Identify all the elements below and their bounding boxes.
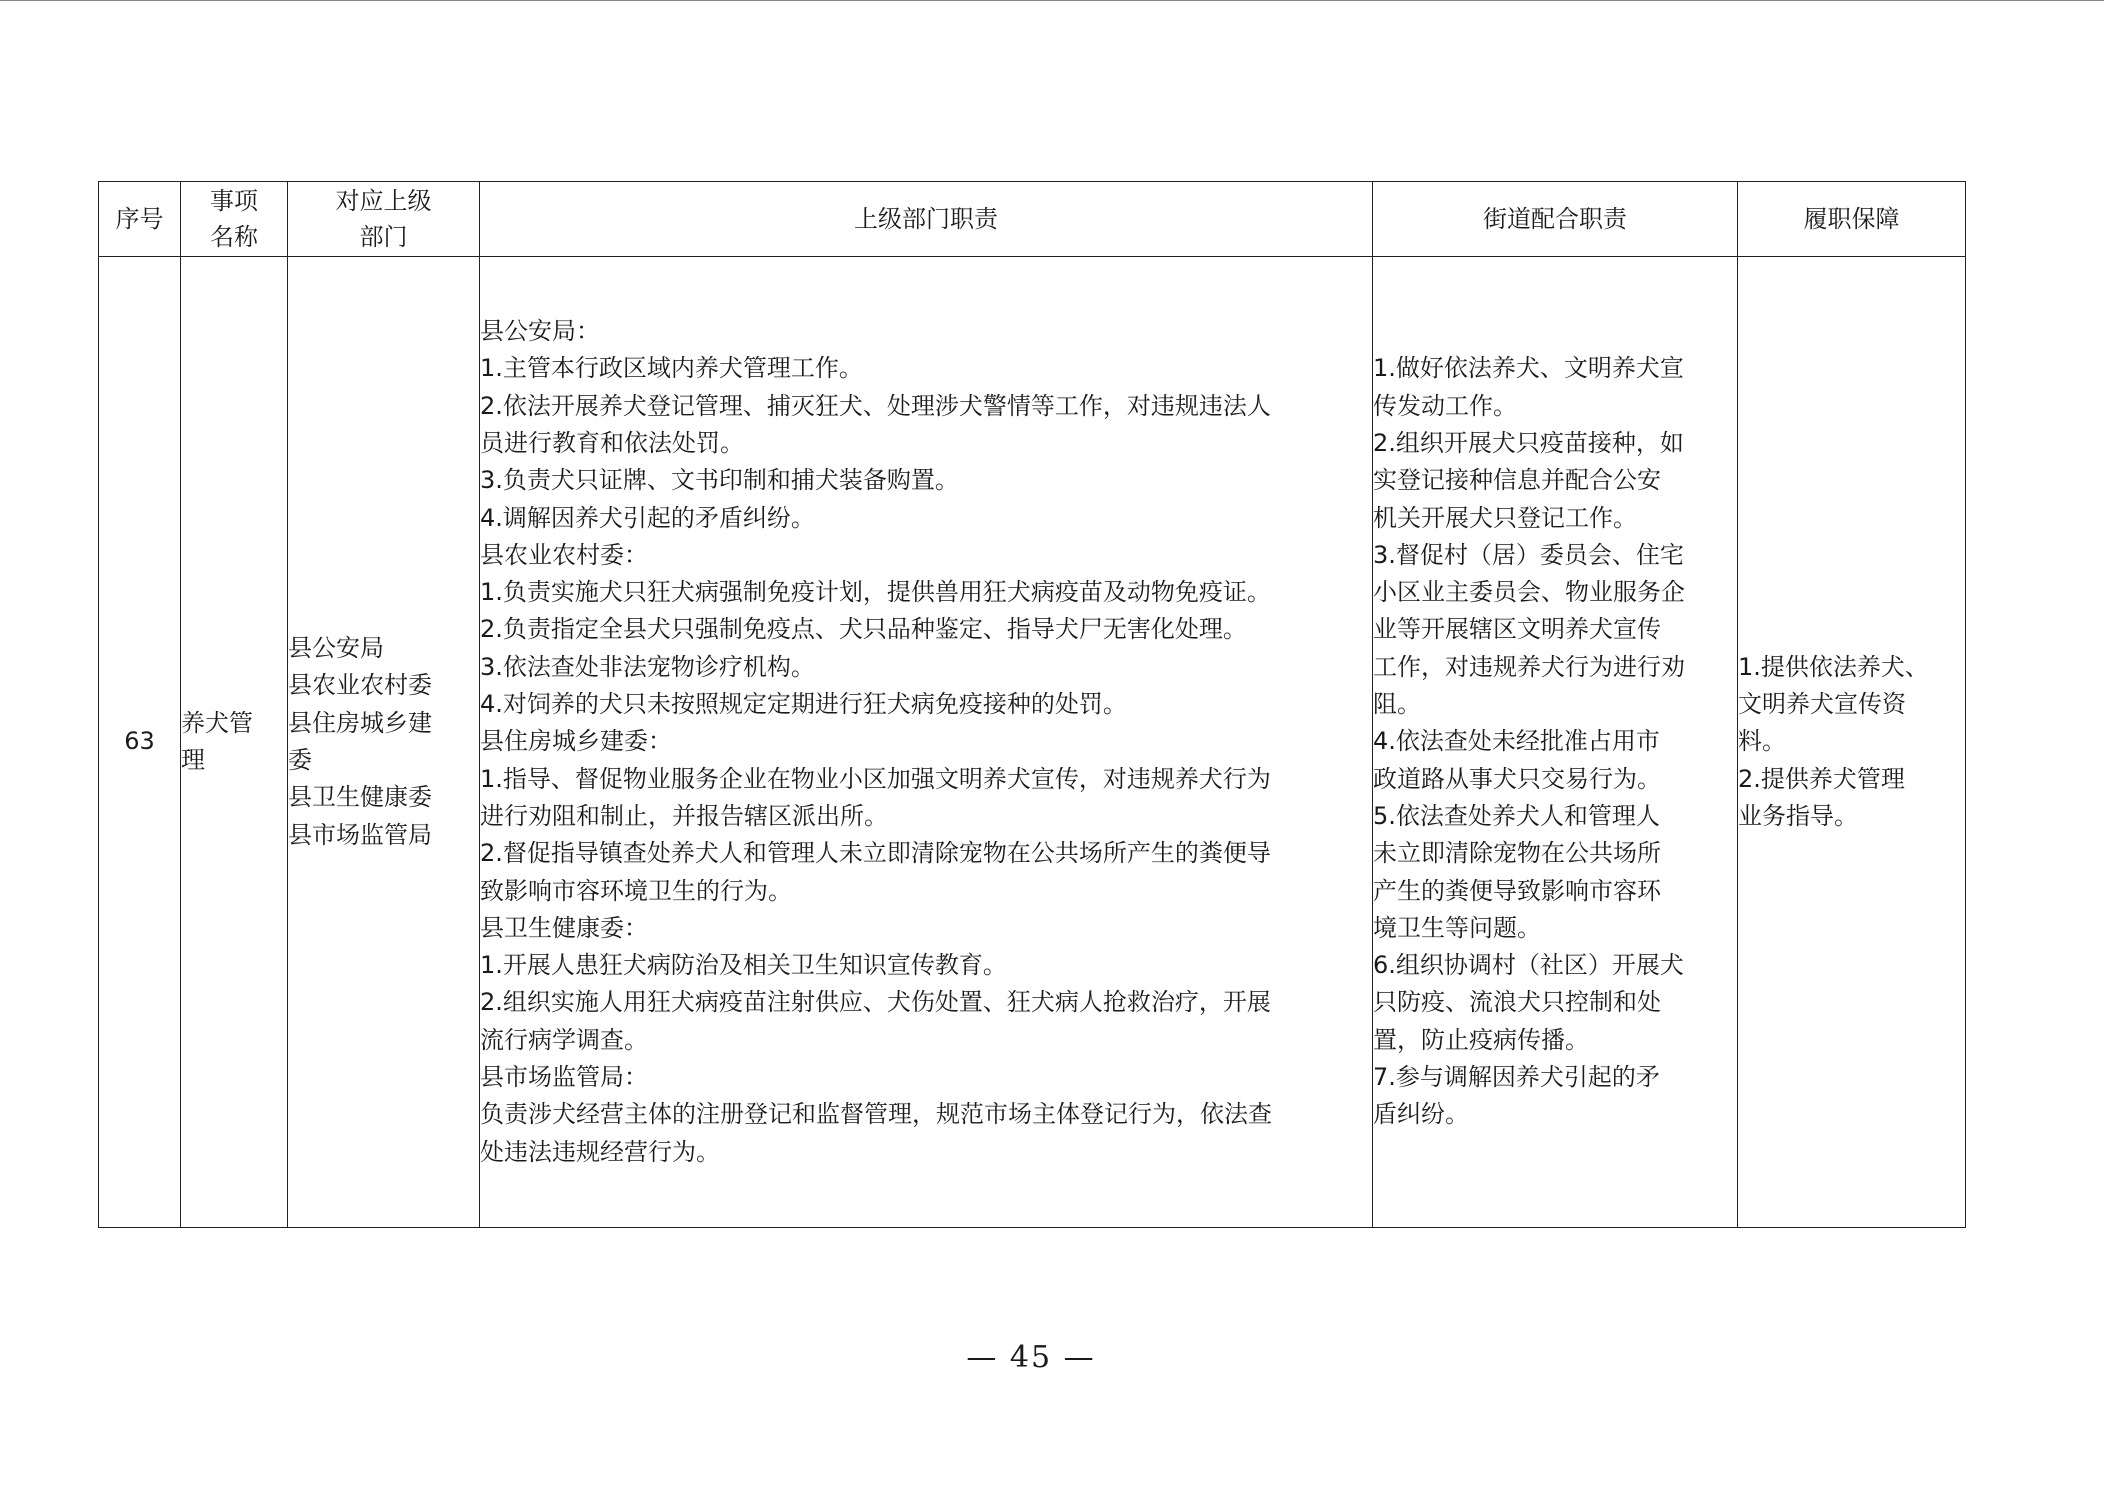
superior-duty-line: 4.对饲养的犬只未按照规定定期进行狂犬病免疫接种的处罚。 — [480, 690, 1127, 719]
street-duty-line: 产生的粪便导致影响市容环 — [1373, 876, 1661, 905]
street-duty-line: 4.依法查处未经批准占用市 — [1373, 727, 1660, 756]
street-duty-line: 盾纠纷。 — [1373, 1100, 1469, 1129]
street-duty-line: 7.参与调解因养犬引起的矛 — [1373, 1063, 1660, 1092]
department-line: 委 — [288, 746, 312, 774]
street-duty-line: 未立即清除宠物在公共场所 — [1373, 839, 1661, 868]
header-street-duty: 街道配合职责 — [1373, 182, 1738, 257]
guarantee-line: 料。 — [1738, 727, 1786, 756]
superior-duty-line: 4.调解因养犬引起的矛盾纠纷。 — [480, 503, 815, 532]
department-line: 县住房城乡建 — [288, 708, 432, 737]
superior-duty-line: 处违法违规经营行为。 — [480, 1137, 720, 1166]
page-top-border — [0, 0, 2104, 1]
table-row — [99, 257, 1966, 1228]
street-duty-line: 业等开展辖区文明养犬宣传 — [1373, 615, 1661, 644]
row-superior-duty — [480, 257, 1373, 1228]
page-number: — 45 — — [966, 1340, 1096, 1375]
header-guarantee: 履职保障 — [1738, 182, 1966, 257]
item-name-line: 养犬管 — [181, 708, 253, 737]
header-superior-duty: 上级部门职责 — [480, 182, 1373, 257]
superior-duty-line: 1.开展人患狂犬病防治及相关卫生知识宣传教育。 — [480, 951, 1007, 980]
superior-duty-line: 员进行教育和依法处罚。 — [480, 428, 744, 457]
street-duty-line: 5.依法查处养犬人和管理人 — [1373, 801, 1660, 830]
guarantee-line: 2.提供养犬管理 — [1738, 764, 1905, 793]
row-guarantee — [1738, 257, 1966, 1228]
department-line: 县卫生健康委 — [288, 783, 432, 812]
superior-duty-line: 3.依法查处非法宠物诊疗机构。 — [480, 652, 815, 681]
street-duty-line: 1.做好依法养犬、文明养犬宣 — [1373, 354, 1684, 383]
superior-duty-line: 进行劝阻和制止，并报告辖区派出所。 — [480, 801, 888, 830]
superior-duty-line: 3.负责犬只证牌、文书印制和捕犬装备购置。 — [480, 466, 959, 495]
superior-duty-line: 2.组织实施人用狂犬病疫苗注射供应、犬伤处置、狂犬病人抢救治疗，开展 — [480, 988, 1271, 1017]
street-duty-line: 工作，对违规养犬行为进行劝 — [1373, 652, 1685, 681]
header-superior-dept-line-2: 部门 — [359, 223, 408, 251]
superior-duty-line: 县公安局： — [480, 317, 600, 346]
street-duty-line: 只防疫、流浪犬只控制和处 — [1373, 988, 1661, 1017]
header-seq: 序号 — [99, 182, 181, 257]
street-duty-line: 6.组织协调村（社区）开展犬 — [1373, 951, 1684, 980]
superior-duty-line: 流行病学调查。 — [480, 1025, 648, 1054]
superior-duty-line: 县住房城乡建委： — [480, 727, 672, 756]
street-duty-line: 传发动工作。 — [1373, 391, 1517, 420]
header-item-name-line-1: 事项 — [210, 187, 258, 215]
street-duty-line: 小区业主委员会、物业服务企 — [1373, 578, 1685, 607]
street-duty-line: 机关开展犬只登记工作。 — [1373, 503, 1637, 532]
superior-duty-line: 2.负责指定全县犬只强制免疫点、犬只品种鉴定、指导犬尸无害化处理。 — [480, 615, 1247, 644]
guarantee-line: 业务指导。 — [1738, 801, 1858, 830]
superior-duty-line: 1.指导、督促物业服务企业在物业小区加强文明养犬宣传，对违规养犬行为 — [480, 764, 1271, 793]
superior-duty-line: 县农业农村委： — [480, 540, 648, 569]
row-seq: 63 — [99, 257, 181, 1228]
superior-duty-line: 1.负责实施犬只狂犬病强制免疫计划，提供兽用狂犬病疫苗及动物免疫证。 — [480, 578, 1271, 607]
street-duty-line: 政道路从事犬只交易行为。 — [1373, 764, 1661, 793]
header-row — [99, 182, 1966, 257]
guarantee-line: 1.提供依法养犬、 — [1738, 652, 1929, 681]
street-duty-line: 2.组织开展犬只疫苗接种，如 — [1373, 428, 1684, 457]
row-item-name — [181, 257, 288, 1228]
street-duty-line: 置，防止疫病传播。 — [1373, 1025, 1589, 1054]
superior-duty-line: 1.主管本行政区域内养犬管理工作。 — [480, 354, 863, 383]
header-item-name-line-2: 名称 — [210, 223, 258, 251]
header-superior-dept — [288, 182, 480, 257]
row-departments — [288, 257, 480, 1228]
superior-duty-line: 2.依法开展养犬登记管理、捕灭狂犬、处理涉犬警情等工作，对违规违法人 — [480, 391, 1271, 420]
superior-duty-line: 2.督促指导镇查处养犬人和管理人未立即清除宠物在公共场所产生的粪便导 — [480, 839, 1271, 868]
header-item-name — [181, 182, 288, 257]
street-duty-line: 实登记接种信息并配合公安 — [1373, 466, 1661, 495]
department-line: 县公安局 — [288, 634, 384, 663]
superior-duty-line: 致影响市容环境卫生的行为。 — [480, 876, 792, 905]
department-line: 县市场监管局 — [288, 820, 432, 849]
superior-duty-line: 县卫生健康委： — [480, 913, 648, 942]
header-superior-dept-line-1: 对应上级 — [335, 187, 432, 215]
street-duty-line: 境卫生等问题。 — [1373, 913, 1541, 942]
street-duty-line: 3.督促村（居）委员会、住宅 — [1373, 540, 1684, 569]
duty-table — [98, 181, 1966, 1228]
item-name-line: 理 — [181, 746, 205, 774]
guarantee-line: 文明养犬宣传资 — [1738, 690, 1906, 719]
superior-duty-line: 负责涉犬经营主体的注册登记和监督管理，规范市场主体登记行为，依法查 — [480, 1100, 1272, 1129]
street-duty-line: 阻。 — [1373, 690, 1421, 719]
superior-duty-line: 县市场监管局： — [480, 1063, 648, 1092]
department-line: 县农业农村委 — [288, 671, 432, 700]
row-street-duty — [1373, 257, 1738, 1228]
